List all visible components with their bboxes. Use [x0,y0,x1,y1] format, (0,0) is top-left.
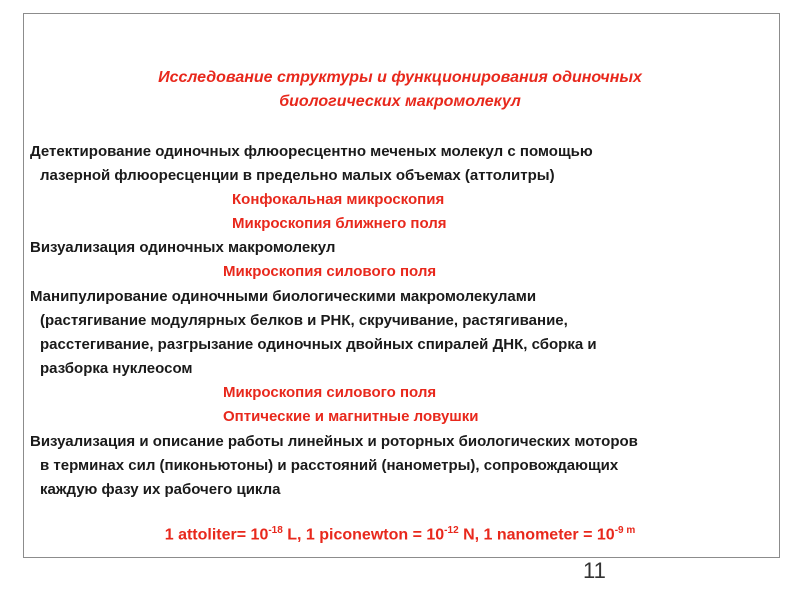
method-label: Оптические и магнитные ловушки [223,408,479,425]
text-line: каждую фазу их рабочего цикла [40,481,281,498]
text-line: Визуализация и описание работы линейных и роторных биологических моторов [30,433,638,450]
formula-part: N, 1 nanometer = 10 [458,526,615,544]
text-line: Детектирование одиночных флюоресцентно меченых молекул с помощью [30,143,593,160]
text-line: лазерной флюоресценции в предельно малых объемах (аттолитры) [40,167,555,184]
slide-title-line-2: биологических макромолекул [279,93,521,110]
formula-exponent: -9 m [614,525,636,536]
method-label: Микроскопия ближнего поля [232,215,447,232]
formula-exponent: -12 [444,525,459,536]
page-number: 11 [583,558,606,583]
text-line: Манипулирование одиночными биологическими макромолекулами [30,288,537,305]
method-label: Микроскопия силового поля [223,384,437,401]
slide-title-line-1: Исследование структуры и функционирования одиночных [158,69,642,86]
text-line: в терминах сил (пиконьютоны) и расстояний (нанометры), сопровождающих [40,457,619,474]
text-line: Визуализация одиночных макромолекул [30,239,336,256]
text-line: (растягивание модулярных белков и РНК, скручивание, растягивание, [40,312,568,329]
formula-exponent: -18 [268,525,283,536]
formula-part: L, 1 piconewton = 10 [282,526,445,544]
unit-formula [0,525,800,544]
method-label: Микроскопия силового поля [223,263,437,280]
text-line: расстегивание, разгрызание одиночных двойных спиралей ДНК, сборка и [40,336,597,353]
formula-part: 1 attoliter= 10 [164,526,269,544]
text-line: разборка нуклеосом [40,360,193,377]
method-label: Конфокальная микроскопия [232,191,445,208]
